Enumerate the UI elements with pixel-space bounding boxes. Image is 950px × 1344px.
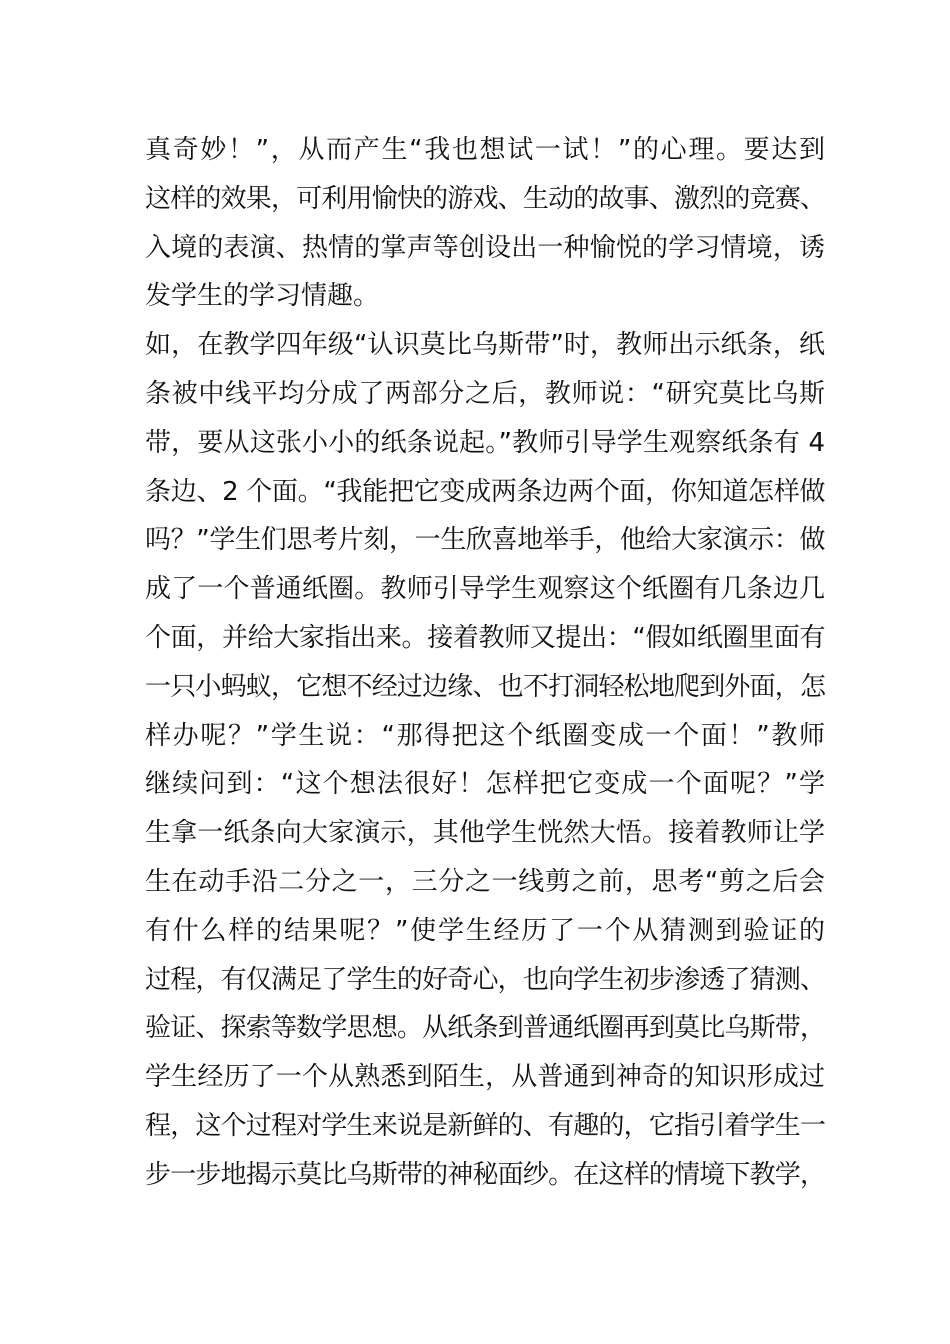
text-line: 过程，有仅满足了学生的好奇心，也向学生初步渗透了猜测、 bbox=[145, 964, 825, 995]
text-line: 成了一个普通纸圈。教师引导学生观察这个纸圈有几条边几 bbox=[145, 574, 825, 605]
text-line: 如，在教学四年级“认识莫比乌斯带”时，教师出示纸条，纸 bbox=[145, 330, 825, 361]
text-line: 个面，并给大家指出来。接着教师又提出：“假如纸圈里面有 bbox=[145, 622, 825, 653]
text-line: 有什么样的结果呢？”使学生经历了一个从猜测到验证的 bbox=[145, 915, 825, 946]
text-line: 吗？”学生们思考片刻，一生欣喜地举手，他给大家演示：做 bbox=[145, 525, 825, 556]
text-line: 入境的表演、热情的掌声等创设出一种愉悦的学习情境，诱 bbox=[145, 232, 825, 263]
text-line: 验证、探索等数学思想。从纸条到普通纸圈再到莫比乌斯带， bbox=[145, 1013, 825, 1044]
text-line: 带，要从这张小小的纸条说起。”教师引导学生观察纸条有 4 bbox=[145, 427, 825, 458]
text-line: 一只小蚂蚁，它想不经过边缘、也不打洞轻松地爬到外面，怎 bbox=[145, 671, 825, 702]
text-line: 这样的效果，可利用愉快的游戏、生动的故事、激烈的竞赛、 bbox=[145, 183, 825, 214]
body-text bbox=[145, 126, 825, 1200]
text-line: 样办呢？”学生说：“那得把这个纸圈变成一个面！”教师 bbox=[145, 720, 825, 751]
text-line: 步一步地揭示莫比乌斯带的神秘面纱。在这样的情境下教学， bbox=[145, 1159, 825, 1190]
text-line: 学生经历了一个从熟悉到陌生，从普通到神奇的知识形成过 bbox=[145, 1062, 825, 1093]
text-line: 真奇妙！”，从而产生“我也想试一试！”的心理。要达到 bbox=[145, 135, 825, 165]
text-line: 继续问到：“这个想法很好！怎样把它变成一个面呢？”学 bbox=[145, 769, 825, 800]
text-line: 发学生的学习情趣。 bbox=[145, 281, 380, 312]
text-line: 生拿一纸条向大家演示，其他学生恍然大悟。接着教师让学 bbox=[145, 818, 825, 849]
text-line: 条边、2 个面。“我能把它变成两条边两个面，你知道怎样做 bbox=[145, 476, 825, 507]
text-line: 生在动手沿二分之一，三分之一线剪之前，思考“剪之后会 bbox=[145, 866, 825, 897]
text-line: 程，这个过程对学生来说是新鲜的、有趣的，它指引着学生一 bbox=[145, 1110, 825, 1141]
text-line: 条被中线平均分成了两部分之后，教师说：“研究莫比乌斯 bbox=[145, 378, 825, 409]
